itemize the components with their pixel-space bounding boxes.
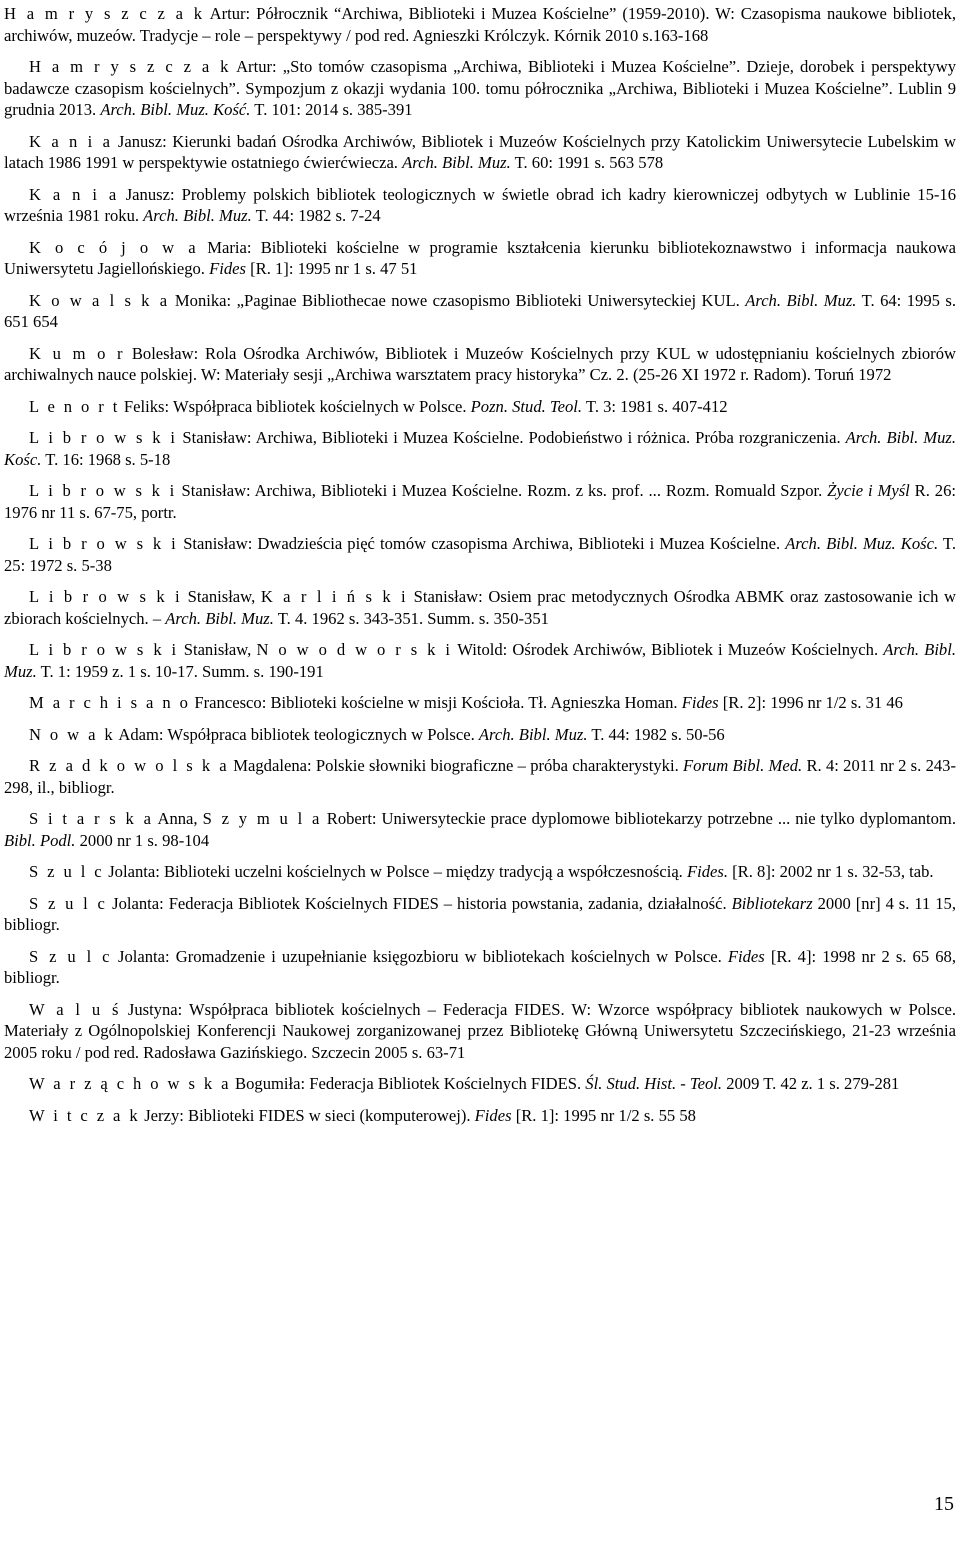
entry-text: T. 44: 1982 s. 7-24: [251, 206, 381, 225]
entry-text: Stanisław: Osiem prac metodycznych Ośrodka ABMK oraz zastosowanie ich w zbiorach kościelnych. –: [4, 587, 956, 628]
entry-text: [R. 8]: 2002 nr 1 s. 32-53, tab.: [728, 862, 934, 881]
entry-journal: Fides.: [686, 862, 728, 881]
entry-author: S z u l c: [29, 862, 105, 881]
entry-author: L i b r o w s k i: [29, 640, 179, 659]
entry-journal: Arch. Bibl. Muz.: [143, 206, 252, 225]
entry-text: Robert: Uniwersyteckie prace dyplomowe bibliotekarzy potrzebne ... nie tylko dyplomantom.: [321, 809, 956, 828]
entry-author: L i b r o w s k i: [29, 534, 179, 553]
entry-author: K a r l i ń s k i: [260, 587, 409, 606]
bibliography-entry: [4, 1105, 956, 1127]
bibliography-entry: [4, 692, 956, 714]
entry-journal: Arch. Bibl. Muz. Kość.: [100, 100, 251, 119]
entry-text: Jerzy: Biblioteki FIDES w sieci (komputerowej).: [140, 1105, 475, 1125]
entry-author: S z u l c: [29, 893, 108, 913]
entry-journal: Bibliotekarz: [731, 893, 813, 913]
entry-journal: Fides: [474, 1105, 512, 1125]
entry-text: Francesco: Biblioteki kościelne w misji Kościoła. Tł. Agnieszka Homan.: [190, 693, 682, 712]
bibliography-entry: [4, 533, 956, 576]
entry-text: T. 3: 1981 s. 407-412: [582, 396, 728, 416]
entry-journal: Arch. Bibl. Muz.: [165, 608, 274, 628]
entry-text: T. 25: 1972 s. 5-38: [4, 534, 956, 575]
entry-journal: Arch. Bibl. Muz. Kośc.: [785, 534, 939, 553]
entry-text: R. 26: 1976 nr 11 s. 67-75, portr.: [4, 481, 956, 522]
page-number: 15: [934, 1493, 954, 1515]
entry-text: R. 4: 2011 nr 2 s. 243-298, il., bibliogr.: [4, 756, 956, 797]
entry-author: H a m r y s z c z a k: [29, 57, 231, 76]
entry-text: 2009 T. 42 z. 1 s. 279-281: [722, 1074, 900, 1093]
bibliography-entry: [4, 946, 956, 989]
entry-text: Jolanta: Biblioteki uczelni kościelnych w Polsce – między tradycją a współczesnością.: [104, 862, 687, 881]
entry-text: Janusz: Problemy polskich bibliotek teologicznych w świetle obrad ich kadry kierowniczej odbytych w Lublinie 15-16 września 1981 roku.: [4, 184, 956, 225]
entry-journal: Arch. Bibl. Muz.: [402, 153, 511, 172]
entry-journal: Arch. Bibl. Muz.: [745, 290, 857, 310]
entry-author: W a l u ś: [29, 999, 121, 1019]
entry-text: Feliks: Współpraca bibliotek kościelnych w Polsce.: [119, 396, 471, 416]
entry-text: Justyna: Współpraca bibliotek kościelnych – Federacja FIDES. W: Wzorce współpracy bibliotek naukowych w Polsce. Materiały z Ogólnopolskiej Konferencji Naukowej zorganizowanej przez Bibliotekę Główną Uniwersytetu Szczecińskiego, 21-23 września 2005 roku / pod red. Radosława Gazińskiego. Szczecin 2005 s. 63-71: [4, 999, 956, 1062]
entry-author: L e n o r t: [29, 396, 120, 416]
entry-text: T. 60: 1991 s. 563 578: [510, 153, 664, 172]
bibliography-entry: [4, 56, 956, 121]
entry-author: L i b r o w s k i: [29, 587, 183, 606]
entry-text: Stanisław: Dwadzieścia pięć tomów czasopisma Archiwa, Biblioteki i Muzea Kościelne.: [178, 534, 786, 553]
entry-text: T. 44: 1982 s. 50-56: [587, 724, 725, 744]
entry-text: T. 64: 1995 s. 651 654: [4, 290, 956, 331]
bibliography-entry: [4, 999, 956, 1064]
bibliography-entry: [4, 343, 956, 386]
entry-author: S z y m u l a: [202, 809, 322, 828]
bibliography-entry: [4, 1073, 956, 1095]
entry-author: N o w o d w o r s k i: [256, 640, 453, 659]
entry-text: Witold: Ośrodek Archiwów, Bibliotek i Muzeów Kościelnych.: [452, 640, 884, 659]
entry-text: T. 1: 1959 z. 1 s. 10-17. Summ. s. 190-191: [36, 661, 324, 681]
entry-author: K o c ó j o w a: [29, 237, 198, 257]
entry-text: Monika: „Paginae Bibliothecae nowe czasopismo Biblioteki Uniwersyteckiej KUL.: [169, 290, 746, 310]
entry-author: N o w a k: [29, 724, 116, 744]
entry-author: W a r z ą c h o w s k a: [29, 1074, 231, 1093]
bibliography-entry: [4, 480, 956, 523]
entry-text: Bolesław: Rola Ośrodka Archiwów, Bibliotek i Muzeów Kościelnych przy KUL w udostępnianiu kościelnych zbiorów archiwalnych nauce polskiej. W: Materiały sesji „Archiwa warsztatem pracy historyka” Cz. 2. (25-26 XI 1972 r. Radom). Toruń 1972: [4, 343, 956, 384]
bibliography-entry: [4, 131, 956, 174]
bibliography-entry: [4, 755, 956, 798]
entry-text: Anna,: [153, 809, 203, 828]
bibliography-entry: [4, 237, 956, 280]
entry-text: Jolanta: Federacja Bibliotek Kościelnych FIDES – historia powstania, zadania, działalność.: [107, 893, 732, 913]
entry-text: Magdalena: Polskie słowniki biograficzne – próba charakterystyki.: [228, 756, 684, 775]
entry-text: Artur: „Sto tomów czasopisma „Archiwa, Biblioteki i Muzea Kościelne”. Dzieje, dorobek i perspektywy badawcze czasopism kościelnych”. Sympozjum z okazji wydania 100. tomu półrocznika „Archiwa, Biblioteki i Muzea Kościelne”. Lublin 9 grudnia 2013.: [4, 57, 956, 119]
entry-journal: Życie i Myśl: [827, 481, 910, 500]
entry-text: Maria: Biblioteki kościelne w programie kształcenia kierunku bibliotekoznawstwo i informacja naukowa Uniwersytetu Jagiellońskiego.: [4, 237, 956, 278]
entry-author: S i t a r s k a: [29, 809, 154, 828]
entry-text: Stanisław: Archiwa, Biblioteki i Muzea Kościelne. Rozm. z ks. prof. ... Rozm. Romuald Szpor.: [176, 481, 828, 500]
entry-journal: Pozn. Stud. Teol.: [470, 396, 583, 416]
entry-journal: Forum Bibl. Med.: [683, 756, 803, 775]
entry-text: Bogumiła: Federacja Bibliotek Kościelnych FIDES.: [230, 1074, 586, 1093]
entry-author: K a n i a: [29, 184, 119, 204]
entry-text: Artur: Półrocznik “Archiwa, Biblioteki i Muzea Kościelne” (1959-2010). W: Czasopisma naukowe bibliotek, archiwów, muzeów. Tradycje – role – perspektywy / pod red. Agnieszki Królczyk. Kórnik 2010 s.163-168: [4, 4, 956, 45]
entry-journal: Śl. Stud. Hist. - Teol.: [585, 1074, 723, 1093]
entry-journal: Fides: [681, 693, 719, 712]
entry-author: K o w a l s k a: [29, 290, 170, 310]
entry-text: Stanisław: Archiwa, Biblioteki i Muzea Kościelne. Podobieństwo i różnica. Próba rozgraniczenia.: [177, 428, 846, 447]
entry-text: T. 101: 2014 s. 385-391: [250, 100, 413, 119]
bibliography-entry: [4, 427, 956, 470]
bibliography-entry: [4, 808, 956, 851]
bibliography-list: [4, 3, 956, 1136]
entry-author: W i t c z a k: [29, 1105, 141, 1125]
entry-author: M a r c h i s a n o: [29, 693, 191, 712]
bibliography-entry: [4, 586, 956, 629]
entry-journal: Bibl. Podl.: [4, 830, 76, 850]
bibliography-entry: [4, 893, 956, 936]
entry-author: L i b r o w s k i: [29, 428, 178, 447]
entry-text: T. 16: 1968 s. 5-18: [41, 449, 171, 469]
entry-journal: Arch. Bibl. Muz.: [4, 640, 956, 681]
entry-author: K u m o r: [29, 343, 125, 363]
entry-text: [R. 2]: 1996 nr 1/2 s. 31 46: [718, 693, 903, 712]
entry-text: 2000 nr 1 s. 98-104: [75, 830, 210, 850]
bibliography-entry: [4, 861, 956, 883]
entry-journal: Fides: [209, 259, 246, 278]
bibliography-entry: [4, 724, 956, 746]
entry-journal: Arch. Bibl. Muz.: [478, 724, 588, 744]
entry-text: Jolanta: Gromadzenie i uzupełnianie księgozbioru w bibliotekach kościelnych w Polsce.: [111, 946, 728, 966]
entry-author: H a m r y s z c z a k: [4, 4, 205, 23]
entry-text: [R. 1]: 1995 nr 1/2 s. 55 58: [511, 1105, 696, 1125]
bibliography-entry: [4, 396, 956, 418]
entry-text: [R. 4]: 1998 nr 2 s. 65 68, bibliogr.: [4, 946, 956, 987]
entry-author: S z u l c: [29, 946, 112, 966]
entry-text: 2000 [nr] 4 s. 11 15, bibliogr.: [4, 893, 956, 934]
bibliography-entry: [4, 639, 956, 682]
entry-text: Stanisław,: [178, 640, 257, 659]
entry-text: T. 4. 1962 s. 343-351. Summ. s. 350-351: [273, 608, 549, 628]
entry-author: K a n i a: [29, 131, 113, 151]
bibliography-entry: [4, 184, 956, 227]
entry-journal: Arch. Bibl. Muz. Kośc.: [4, 428, 956, 469]
entry-text: [R. 1]: 1995 nr 1 s. 47 51: [245, 259, 418, 278]
entry-author: R z a d k o w o l s k a: [29, 756, 229, 775]
entry-text: Stanisław,: [182, 587, 261, 606]
bibliography-entry: [4, 290, 956, 333]
entry-author: L i b r o w s k i: [29, 481, 177, 500]
entry-text: Janusz: Kierunki badań Ośrodka Archiwów, Bibliotek i Muzeów Kościelnych przy Katolickim Uniwersytecie Lubelskim w latach 1986 1991 w perspektywie ostatniego ćwierćwiecza.: [4, 131, 956, 172]
bibliography-entry: [4, 3, 956, 46]
entry-journal: Fides: [727, 946, 765, 966]
entry-text: Adam: Współpraca bibliotek teologicznych w Polsce.: [115, 724, 479, 744]
